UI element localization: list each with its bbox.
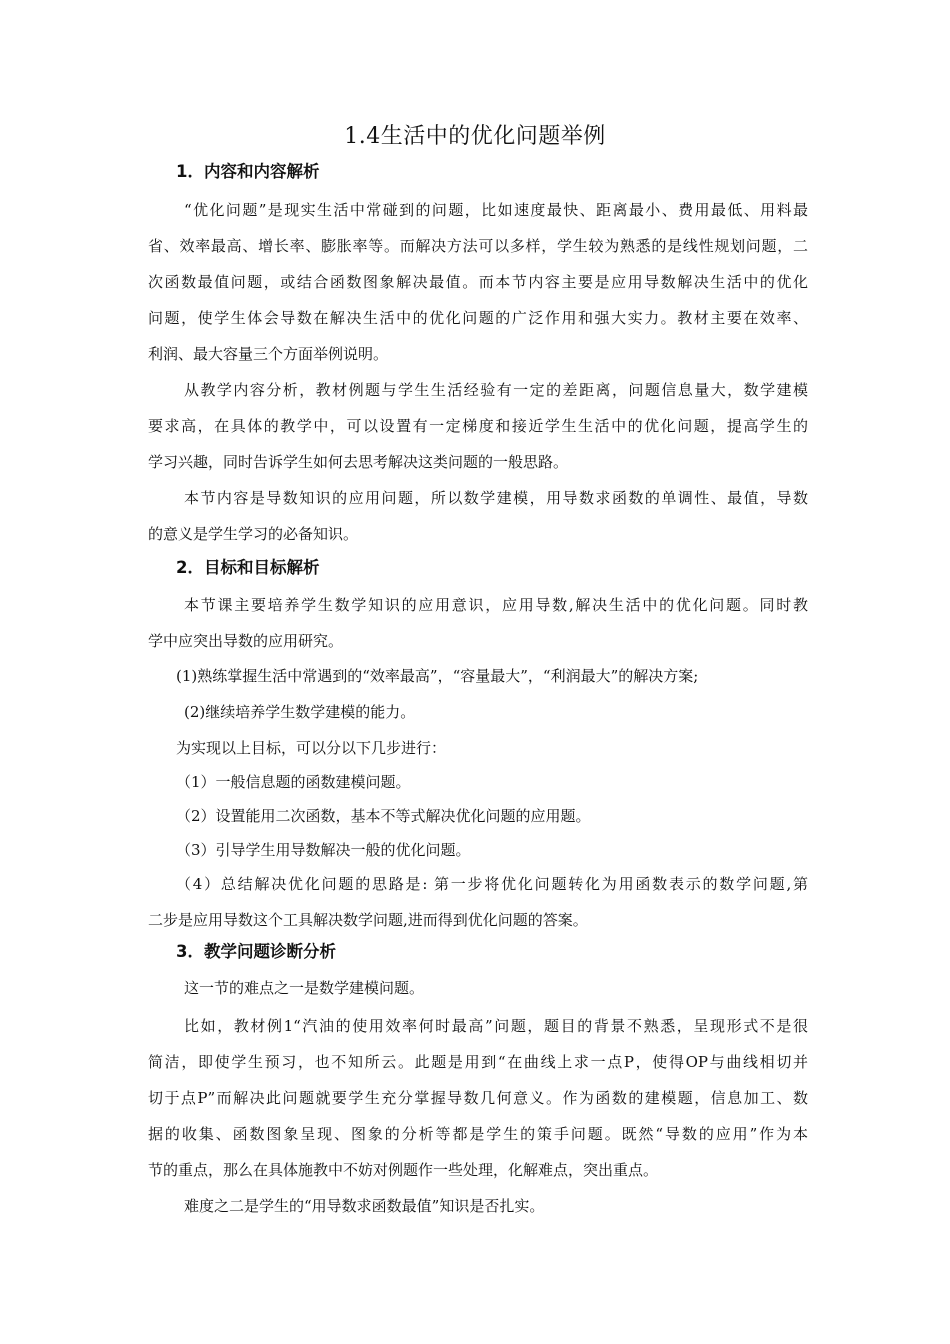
step-item: （1）一般信息题的函数建模问题。 (176, 773, 411, 791)
step-item: （3）引导学生用导数解决一般的优化问题。 (176, 841, 471, 859)
paragraph-line: 省、效率最高、增长率、膨胀率等。而解决方法可以多样，学生较为熟悉的是线性规划问题，二 (148, 237, 808, 255)
goal-item: (2)继续培养学生数学建模的能力。 (184, 703, 416, 721)
paragraph-line: 难度之二是学生的“用导数求函数最值”知识是否扎实。 (184, 1197, 545, 1215)
paragraph-line: 节的重点，那么在具体施教中不妨对例题作一些处理，化解难点，突出重点。 (148, 1161, 659, 1179)
paragraph-line: 二步是应用导数这个工具解决数学问题,进而得到优化问题的答案。 (148, 911, 588, 929)
paragraph-line: 切于点P”而解决此问题就要学生充分掌握导数几何意义。作为函数的建模题，信息加工、数 (148, 1089, 808, 1107)
paragraph-line: 次函数最值问题，或结合函数图象解决最值。而本节内容主要是应用导数解决生活中的优化 (148, 273, 808, 291)
paragraph-line: 要求高，在具体的教学中，可以设置有一定梯度和接近学生生活中的优化问题，提高学生的 (148, 417, 808, 435)
paragraph-line: 比如，教材例1“汽油的使用效率何时最高”问题，题目的背景不熟悉，呈现形式不是很 (184, 1017, 808, 1035)
steps-intro: 为实现以上目标，可以分以下几步进行： (176, 739, 447, 757)
step-item: （4）总结解决优化问题的思路是: 第一步将优化问题转化为用函数表示的数学问题,第 (176, 875, 808, 893)
paragraph-line: 的意义是学生学习的必备知识。 (148, 525, 359, 543)
paragraph-line: 从教学内容分析，教材例题与学生生活经验有一定的差距离，问题信息量大，数学建模 (184, 381, 808, 399)
section-3-heading: 3．教学问题诊断分析 (176, 942, 336, 961)
paragraph-line: 学习兴趣，同时告诉学生如何去思考解决这类问题的一般思路。 (148, 453, 569, 471)
paragraph-line: 这一节的难点之一是数学建模问题。 (184, 979, 425, 997)
paragraph-line: 本节课主要培养学生数学知识的应用意识，应用导数,解决生活中的优化问题。同时教 (184, 596, 808, 614)
section-1-heading: 1．内容和内容解析 (176, 162, 320, 181)
paragraph-line: 本节内容是导数知识的应用问题，所以数学建模，用导数求函数的单调性、最值，导数 (184, 489, 808, 507)
paragraph-line: 学中应突出导数的应用研究。 (148, 632, 344, 650)
page-title: 1.4生活中的优化问题举例 (344, 124, 606, 149)
step-item: （2）设置能用二次函数，基本不等式解决优化问题的应用题。 (176, 807, 591, 825)
paragraph-line: 简洁，即使学生预习，也不知所云。此题是用到“在曲线上求一点P，使得OP与曲线相切并 (148, 1053, 808, 1071)
paragraph-line: 问题，使学生体会导数在解决生活中的优化问题的广泛作用和强大实力。教材主要在效率、 (148, 309, 808, 327)
paragraph-line: 利润、最大容量三个方面举例说明。 (148, 345, 389, 363)
paragraph-line: “优化问题”是现实生活中常碰到的问题，比如速度最快、距离最小、费用最低、用料最 (184, 201, 808, 219)
paragraph-line: 据的收集、函数图象呈现、图象的分析等都是学生的策手问题。既然“导数的应用”作为本 (148, 1125, 808, 1143)
section-2-heading: 2．目标和目标解析 (176, 558, 320, 577)
goal-item: (1)熟练掌握生活中常遇到的“效率最高”，“容量最大”，“利润最大”的解决方案; (176, 667, 699, 685)
